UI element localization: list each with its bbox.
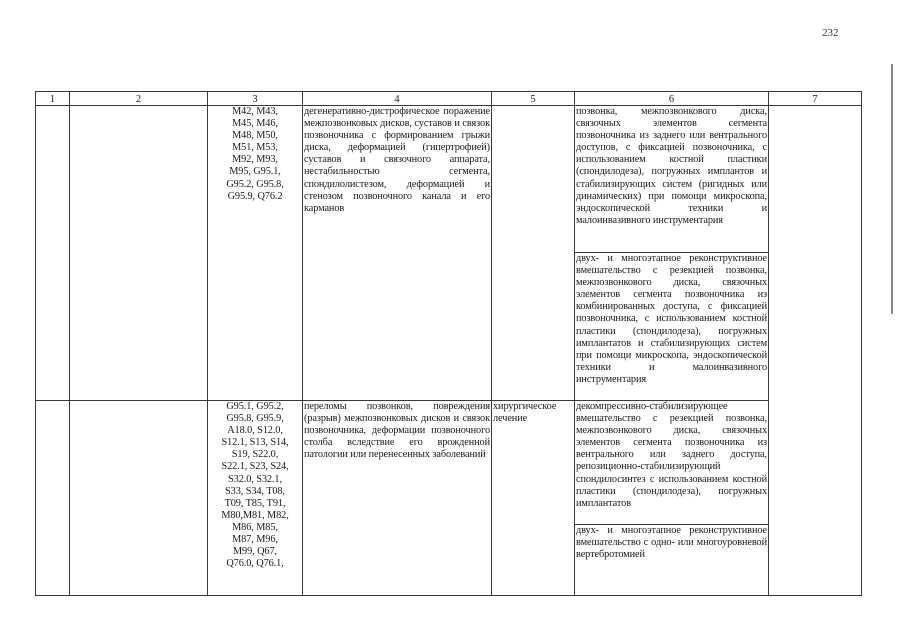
empty-cell — [70, 401, 208, 596]
empty-cell — [36, 401, 70, 596]
method-text: двух- и многоэтапное реконструктивное вмешательство с резекцией позвонка, межпозвонкового диска, связочных элементов сегмента позвоночника из комбинированных доступа, с фиксацией позвоночника, с использованием костной пластики (спондилодеза), погружных имплантатов и стабилизирующих систем при помощи микроскопа, эндоскопической техники и малоинвазивного инструментария — [576, 253, 767, 385]
column-number-row — [36, 92, 862, 106]
empty-cell — [70, 106, 208, 401]
method-cell — [575, 253, 769, 401]
method-text: позвонка, межпозвонкового диска, связочных элементов сегмента позвоночника из заднего или вентрального доступов, с фиксацией позвоночника, с использованием костной пластики (спондилодеза), погружных имплантов и стабилизирующих систем (ригидных или динамических) при помощи микроскопа, эндоскопической техники и малоинвазивного инструментария — [576, 106, 767, 226]
diagnosis-codes: M42, M43, M45, M46, M48, M50, M51, M53, M92, M93, M95, G95.1, G95.2, G95.8, G95.9, Q76.2 — [226, 106, 284, 202]
column-number: 3 — [208, 92, 303, 106]
condition-text: дегенеративно-дистрофическое поражение межпозвонковых дисков, суставов и связок позвоночника с формированием грыжи диска, деформацией (гипертрофией) суставов и связочного аппарата, нестабильностью сегмента, спондилолистезом, деформацией и стенозом позвоночного канала и его карманов — [304, 106, 490, 214]
diagnosis-codes-cell — [208, 401, 303, 596]
column-number: 1 — [36, 92, 70, 106]
method-cell — [575, 401, 769, 525]
treatment-type-cell — [492, 401, 575, 596]
treatment-type-cell — [492, 106, 575, 401]
column-number: 2 — [70, 92, 208, 106]
condition-text: переломы позвонков, повреждения (разрыв) межпозвонковых дисков и связок позвоночника, деформации позвоночного столба вследствие его врожденной патологии или перенесенных заболеваний — [304, 401, 490, 461]
column-number: 6 — [575, 92, 769, 106]
empty-cell — [769, 106, 862, 596]
condition-cell — [303, 106, 492, 401]
column-number: 4 — [303, 92, 492, 106]
medical-procedures-table — [35, 91, 862, 596]
method-cell — [575, 106, 769, 253]
empty-cell — [36, 106, 70, 401]
column-number: 5 — [492, 92, 575, 106]
condition-cell — [303, 401, 492, 596]
table-row — [36, 401, 862, 525]
diagnosis-codes: G95.1, G95.2, G95.8, G95.9, A18.0, S12.0, S12.1, S13, S14, S19, S22.0, S22.1, S23, S24, S32.0, S32.1, S33, S34, T08, T09, T85, T91, M80,M81, M82, M86, M85, M87, M96, M99, Q67, Q76.0, Q76.1, — [221, 401, 289, 570]
diagnosis-codes-cell — [208, 106, 303, 401]
table-row — [36, 106, 862, 253]
scan-edge-mark — [891, 64, 893, 314]
method-cell — [575, 525, 769, 596]
treatment-type: хирургическое лечение — [493, 401, 557, 425]
method-text: двух- и многоэтапное реконструктивное вмешательство с одно- или многоуровневой вертебротомией — [576, 525, 767, 561]
method-text: декомпрессивно-стабилизирующее вмешательство с резекцией позвонка, межпозвонкового диска, связочных элементов сегмента позвоночника из вентрального или заднего доступа, репозиционно-стабилизирующий спондилосинтез с использованием костной пластики (спондилодеза), погружных имплантатов — [576, 401, 767, 509]
column-number: 7 — [769, 92, 862, 106]
page-number: 232 — [822, 27, 839, 39]
